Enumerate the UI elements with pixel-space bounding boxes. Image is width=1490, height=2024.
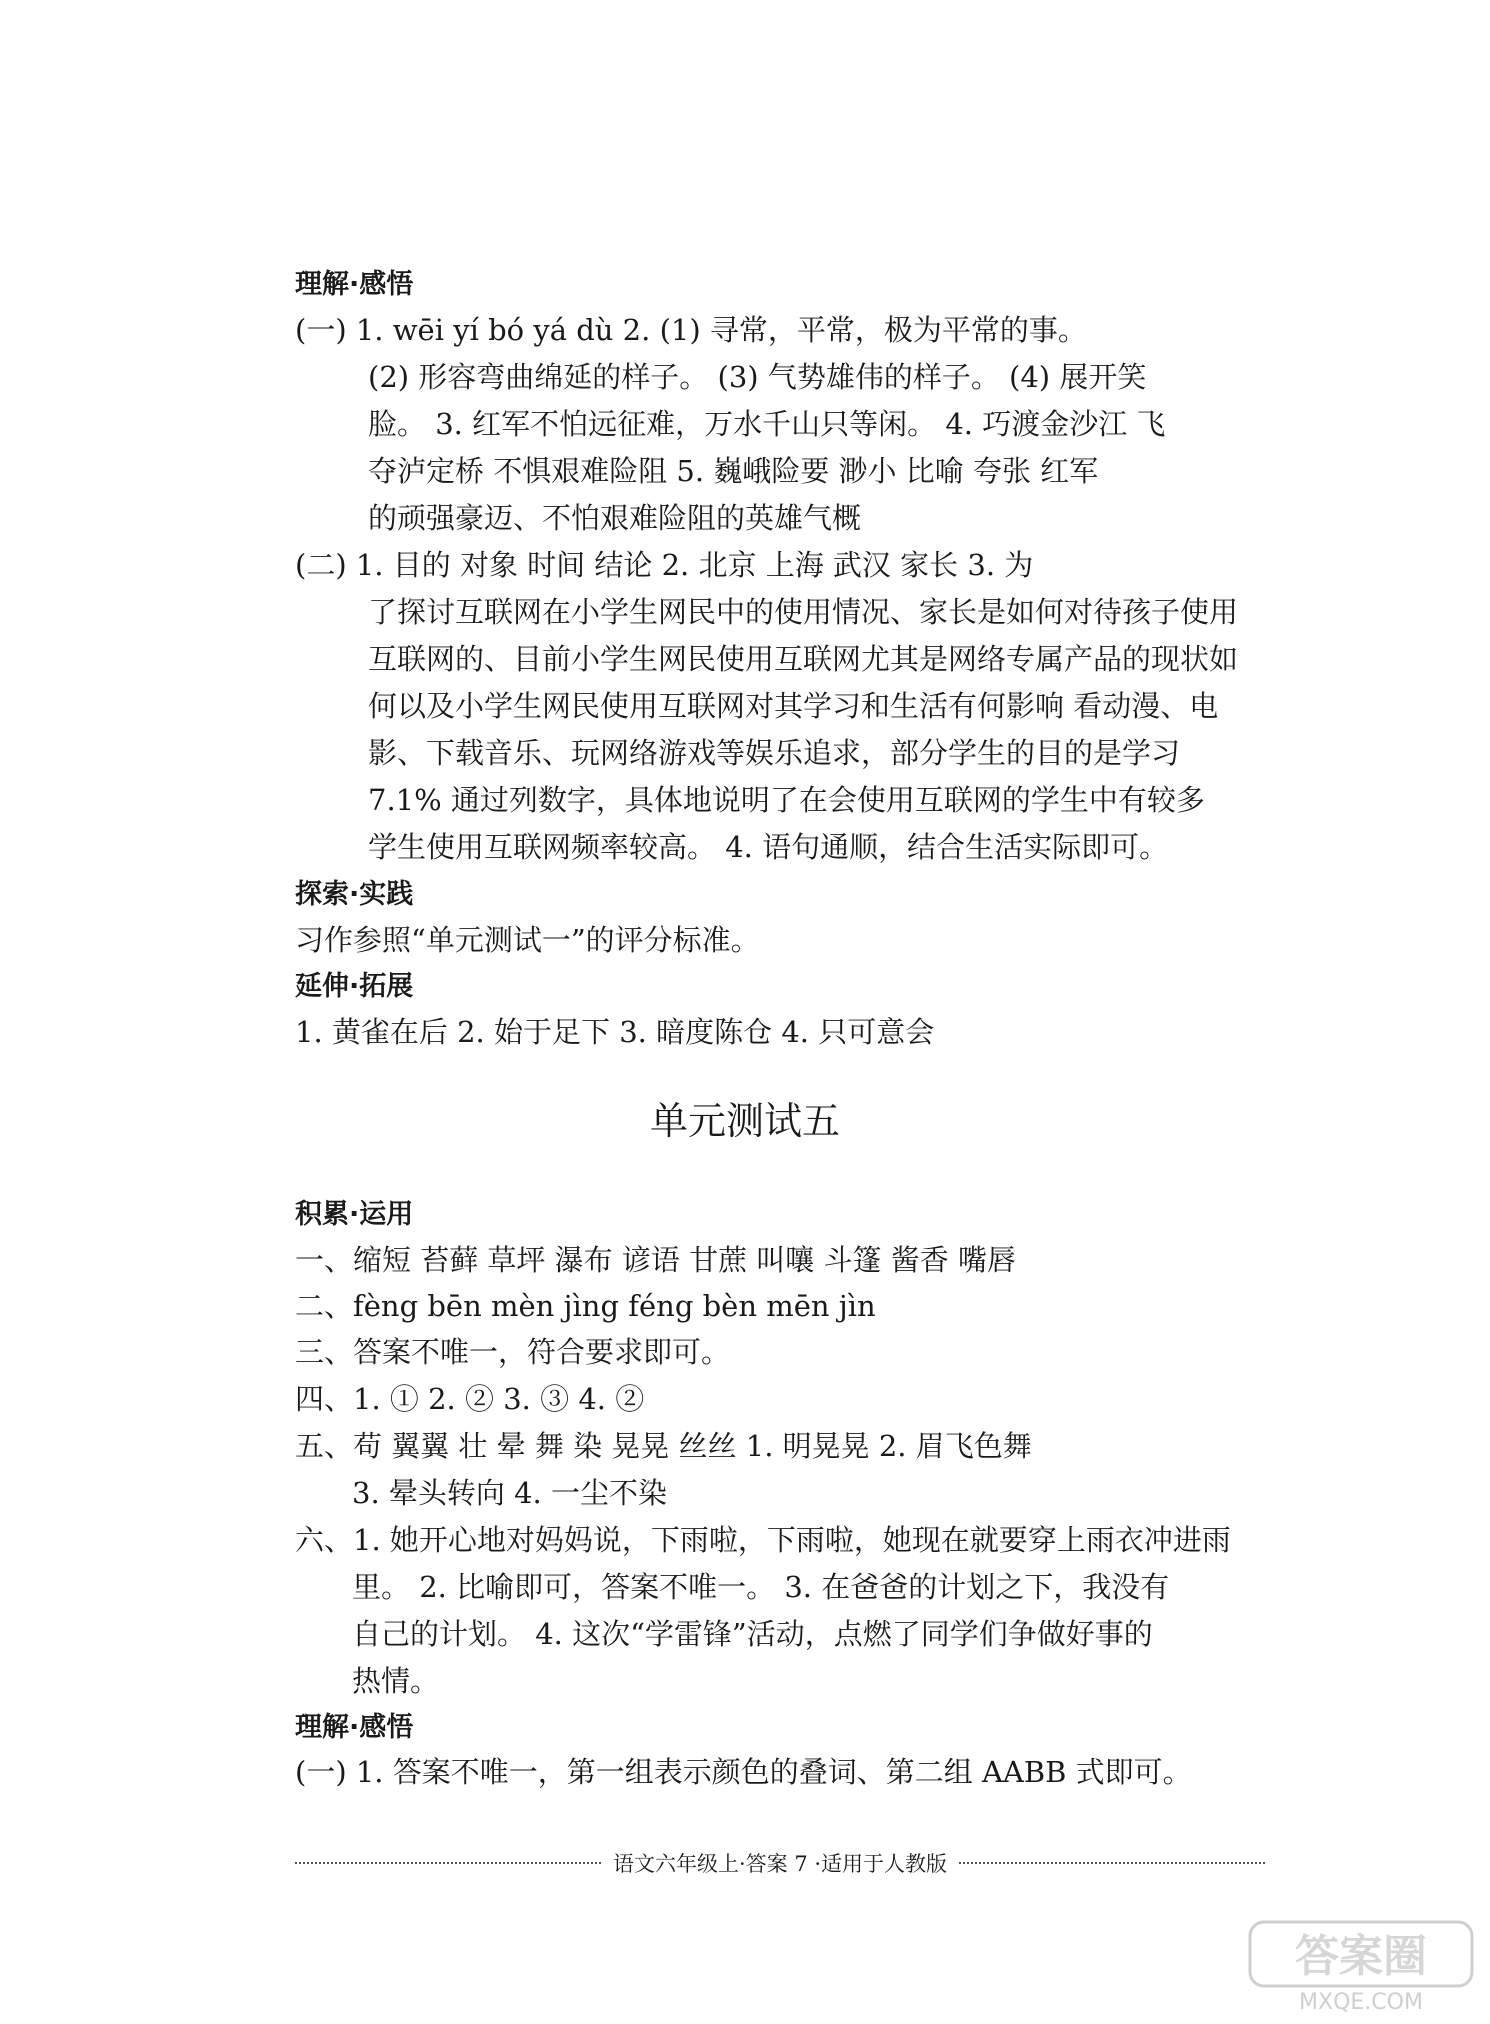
answer-line: 学生使用互联网频率较高。 4. 语句通顺，结合生活实际即可。: [368, 830, 1169, 864]
answer-line: (一) 1. 答案不唯一，第一组表示颜色的叠词、第二组 AABB 式即可。: [295, 1755, 1192, 1789]
section-heading-extend: 延伸·拓展: [295, 971, 414, 1002]
answer-line: 脸。 3. 红军不怕远征难，万水千山只等闲。 4. 巧渡金沙江 飞: [368, 407, 1166, 441]
answer-line: 六、1. 她开心地对妈妈说，下雨啦，下雨啦，她现在就要穿上雨衣冲进雨: [295, 1523, 1231, 1557]
explore-text: 习作参照“单元测试一”的评分标准。: [295, 923, 760, 957]
section-heading-comprehension-2: 理解·感悟: [295, 1712, 414, 1743]
svg-text:MXQE.COM: MXQE.COM: [1299, 1990, 1423, 2015]
extend-text: 1. 黄雀在后 2. 始于足下 3. 暗度陈仓 4. 只可意会: [295, 1015, 935, 1049]
svg-text:答案圈: 答案圈: [1295, 1931, 1427, 1982]
answer-line: 的顽强豪迈、不怕艰难险阻的英雄气概: [368, 501, 862, 535]
page-footer: [295, 1848, 1265, 1878]
answer-line: 7.1% 通过列数字，具体地说明了在会使用互联网的学生中有较多: [368, 783, 1205, 817]
unit-title: 单元测试五: [649, 1099, 840, 1143]
answer-line: (一) 1. wēi yí bó yá dù 2. (1) 寻常，平常，极为平常的事。: [295, 313, 1087, 347]
section-heading-comprehension: 理解·感悟: [295, 269, 414, 300]
watermark-logo: [1246, 1916, 1476, 2016]
answer-line: (二) 1. 目的 对象 时间 结论 2. 北京 上海 武汉 家长 3. 为: [295, 548, 1034, 582]
answer-line: 3. 晕头转向 4. 一尘不染: [352, 1476, 667, 1510]
answer-line: 夺泸定桥 不惧艰难险阻 5. 巍峨险要 渺小 比喻 夸张 红军: [368, 454, 1099, 488]
answer-line: 影、下载音乐、玩网络游戏等娱乐追求，部分学生的目的是学习: [368, 736, 1181, 770]
answer-line: 二、fèng bēn mèn jìng féng bèn mēn jìn: [295, 1289, 876, 1323]
watermark-icon: [1246, 1916, 1476, 2016]
answer-line: 四、1. ① 2. ② 3. ③ 4. ②: [295, 1382, 645, 1416]
answer-line: (2) 形容弯曲绵延的样子。 (3) 气势雄伟的样子。 (4) 展开笑: [368, 360, 1147, 394]
answer-line: 一、缩短 苔藓 草坪 瀑布 谚语 甘蔗 叫嚷 斗篷 酱香 嘴唇: [295, 1243, 1016, 1277]
answer-line: 自己的计划。 4. 这次“学雷锋”活动，点燃了同学们争做好事的: [352, 1617, 1153, 1651]
answer-line: 何以及小学生网民使用互联网对其学习和生活有何影响 看动漫、电: [368, 689, 1219, 723]
answer-line: 热情。: [352, 1664, 440, 1698]
answer-line: 五、苟 翼翼 壮 晕 舞 染 晃晃 丝丝 1. 明晃晃 2. 眉飞色舞: [295, 1429, 1032, 1463]
footer-text: 语文六年级上·答案 7 ·适用于人教版: [603, 1852, 957, 1876]
section-heading-accumulate: 积累·运用: [295, 1199, 414, 1230]
section-heading-explore: 探索·实践: [295, 879, 414, 910]
answer-line: 三、答案不唯一，符合要求即可。: [295, 1335, 731, 1369]
answer-line: 里。 2. 比喻即可，答案不唯一。 3. 在爸爸的计划之下，我没有: [352, 1570, 1170, 1604]
footer-text-wrap: [295, 1848, 1265, 1878]
answer-line: 互联网的、目前小学生网民使用互联网尤其是网络专属产品的现状如: [368, 642, 1239, 676]
answer-line: 了探讨互联网在小学生网民中的使用情况、家长是如何对待孩子使用: [368, 595, 1239, 629]
